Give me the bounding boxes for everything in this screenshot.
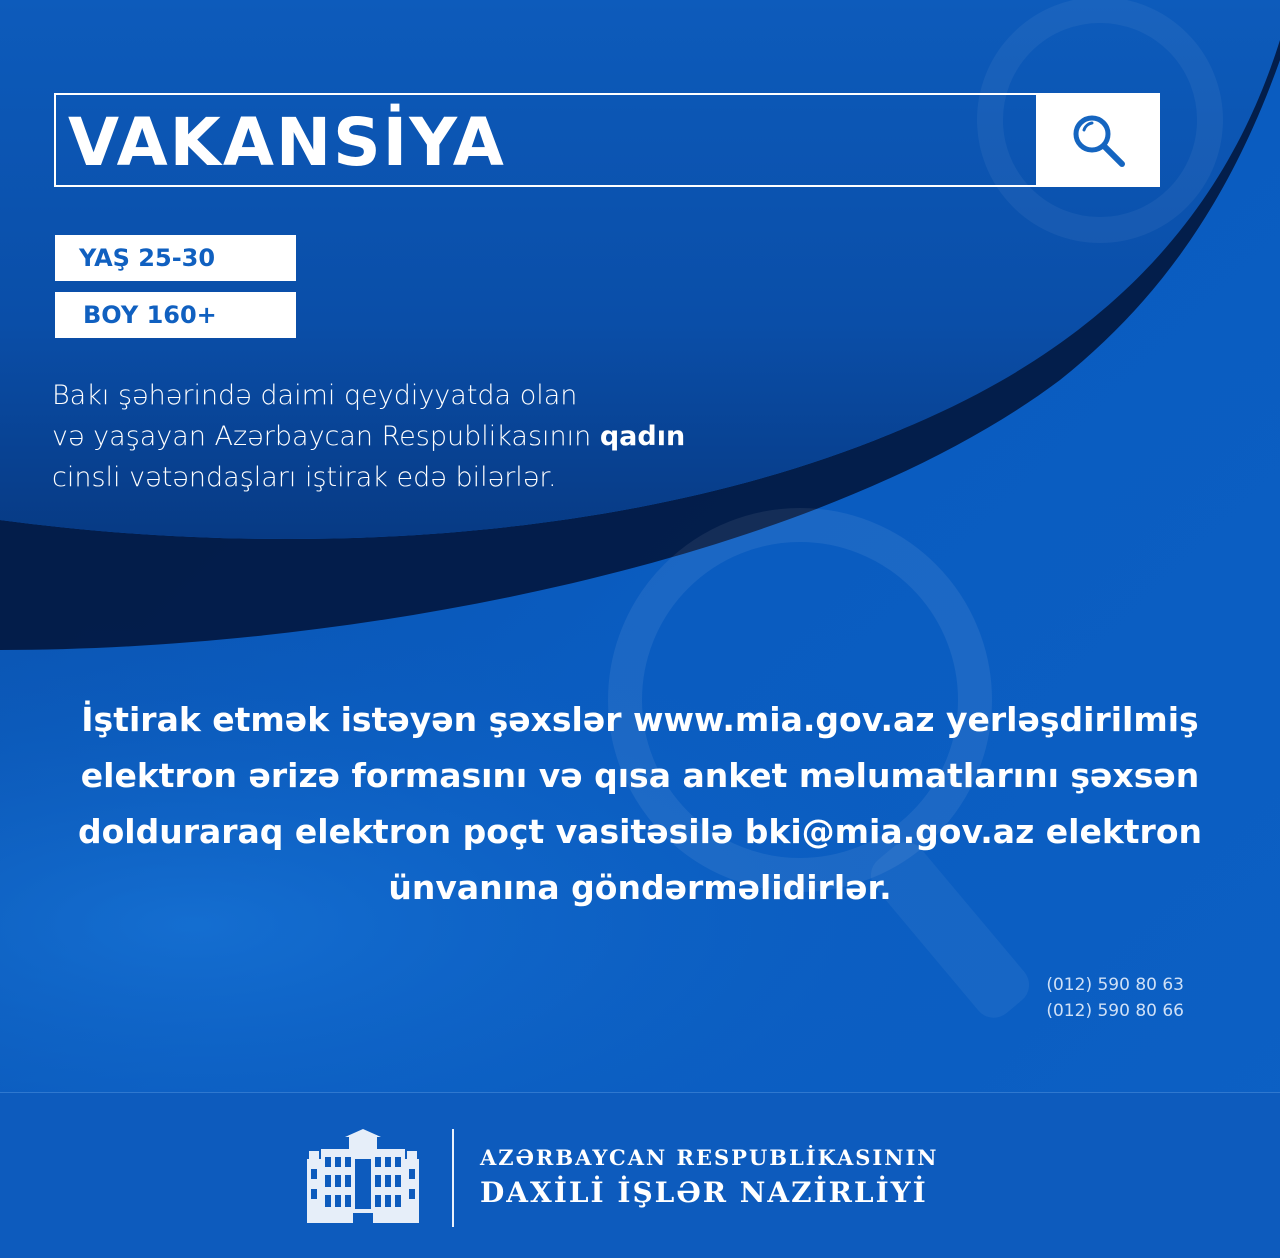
eligibility-line-3: cinsli vətəndaşları iştirak edə bilərlər.	[52, 462, 557, 493]
footer	[0, 1092, 1280, 1258]
eligibility-line-2-text: və yaşayan Azərbaycan Respublikasının	[52, 421, 600, 452]
instructions-line-3: dolduraraq elektron poçt vasitəsilə bki@mia.gov.az elektron	[77, 812, 1202, 851]
eligibility-line-2	[52, 416, 812, 457]
instructions-line-1: İştirak etmək istəyən şəxslər www.mia.gov.az yerləşdirilmiş	[81, 700, 1199, 739]
eligibility-line-1: Bakı şəhərində daimi qeydiyyatda olan	[52, 380, 578, 411]
contact-phones	[1000, 972, 1184, 1024]
height-requirement-badge: BOY 160+	[55, 292, 296, 338]
phone-number-1: (012) 590 80 63	[1046, 975, 1184, 995]
ministry-name-line-1: AZƏRBAYCAN RESPUBLİKASININ	[480, 1145, 939, 1170]
ministry-name-line-2: DAXİLİ İŞLƏR NAZİRLİYİ	[480, 1176, 928, 1209]
eligibility-text	[52, 375, 812, 498]
search-icon	[1066, 108, 1130, 172]
instructions-line-2: elektron ərizə formasını və qısa anket məlumatlarını şəxsən	[80, 756, 1200, 795]
instructions-line-4: ünvanına göndərməlidirlər.	[388, 868, 892, 907]
phone-number-2: (012) 590 80 66	[1046, 1001, 1184, 1021]
search-bar	[54, 93, 1160, 187]
application-instructions	[40, 692, 1240, 916]
vacancy-title: VAKANSİYA	[68, 104, 506, 181]
gender-highlight: qadın	[599, 421, 686, 452]
search-button[interactable]	[1036, 93, 1160, 187]
footer-divider	[452, 1129, 454, 1227]
ministry-building-icon	[307, 1129, 419, 1223]
ministry-name	[480, 1143, 938, 1213]
age-requirement-badge: YAŞ 25-30	[55, 235, 296, 281]
